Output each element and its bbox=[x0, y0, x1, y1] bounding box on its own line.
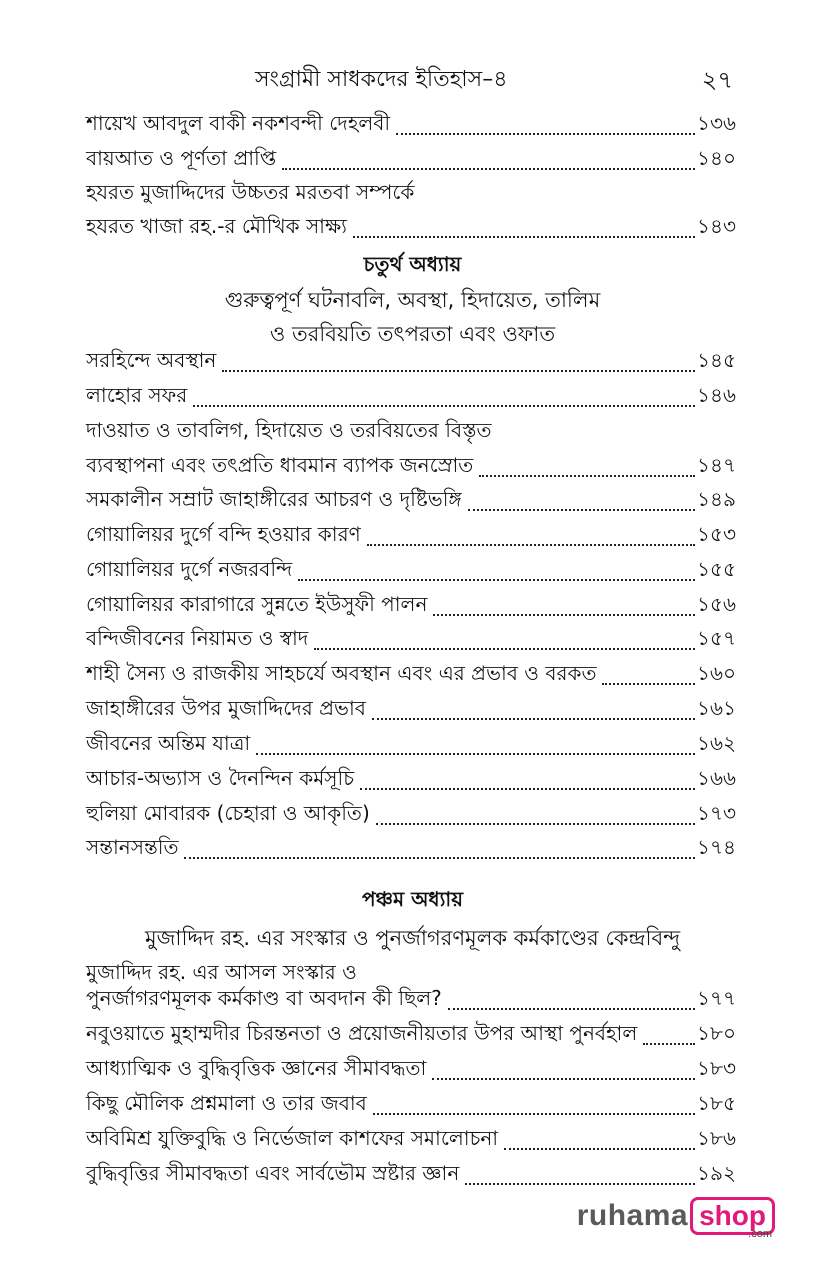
leader-dots bbox=[367, 544, 695, 546]
toc-entry bbox=[86, 484, 736, 518]
toc-entry bbox=[86, 983, 736, 1017]
toc-entry-title: গোয়ালিয়র দুর্গে বন্দি হওয়ার কারণ bbox=[86, 522, 361, 546]
toc-entry-title: সমকালীন সম্রাট জাহাঙ্গীরের আচরণ ও দৃষ্টিভঙ্গি bbox=[86, 487, 462, 511]
leader-dots bbox=[479, 475, 695, 477]
toc-entry-title: জাহাঙ্গীরের উপর মুজাদ্দিদের প্রভাব bbox=[86, 696, 366, 720]
watermark-part1: ruhama bbox=[576, 1199, 689, 1232]
toc-entry-title: পুনর্জাগরণমূলক কর্মকাণ্ড বা অবদান কী ছিল? bbox=[86, 986, 442, 1010]
toc-entry-title: নবুওয়াতে মুহাম্মদীর চিরন্তনতা ও প্রয়োজনীয়তার উপর আস্থা পুনর্বহাল bbox=[86, 1021, 638, 1045]
toc-entry-title: সরহিন্দে অবস্থান bbox=[86, 348, 217, 372]
toc-entry-page: ১৮৫ bbox=[697, 1091, 736, 1115]
toc-entry bbox=[86, 108, 736, 142]
toc-entry-page: ১৮৬ bbox=[697, 1126, 736, 1150]
toc-entry-title: আধ্যাত্মিক ও বুদ্ধিবৃত্তিক জ্ঞানের সীমাবদ্ধতা bbox=[86, 1056, 427, 1080]
page-number: ২৭ bbox=[701, 66, 733, 94]
toc-entry-title: বুদ্ধিবৃত্তির সীমাবদ্ধতা এবং সার্বভৌম স্রষ্টার জ্ঞান bbox=[86, 1161, 460, 1185]
leader-dots bbox=[396, 133, 695, 135]
chapter-subtitle: ও তরবিয়তি তৎপরতা এবং ওফাত bbox=[269, 322, 556, 346]
toc-entry-page: ১৬২ bbox=[697, 731, 736, 755]
toc-entry-page: ১৬১ bbox=[697, 696, 736, 720]
toc-entry-page: ১৪৩ bbox=[697, 214, 736, 238]
watermark-suffix: .com bbox=[748, 1228, 772, 1240]
toc-entry-title: বন্দিজীবনের নিয়ামত ও স্বাদ bbox=[86, 626, 309, 650]
toc-entry-title: ব্যবস্থাপনা এবং তৎপ্রতি ধাবমান ব্যাপক জনস্রোত bbox=[86, 453, 474, 477]
leader-dots bbox=[314, 648, 695, 650]
toc-entry bbox=[86, 554, 736, 588]
leader-dots bbox=[468, 509, 695, 511]
leader-dots bbox=[376, 823, 695, 825]
toc-entry-page: ১৭৩ bbox=[697, 801, 736, 825]
toc-entry bbox=[86, 345, 736, 379]
toc-entry bbox=[86, 380, 736, 414]
leader-dots bbox=[643, 1043, 695, 1045]
chapter-subtitle: মুজাদ্দিদ রহ. এর সংস্কার ও পুনর্জাগরণমূলক কর্মকাণ্ডের কেন্দ্রবিন্দু bbox=[144, 926, 681, 950]
toc-entry-title: গোয়ালিয়র কারাগারে সুন্নতে ইউসুফী পালন bbox=[86, 592, 428, 616]
toc-entry bbox=[86, 1018, 736, 1052]
toc-entry bbox=[86, 763, 736, 797]
toc-entry bbox=[86, 832, 736, 866]
toc-entry-line1: মুজাদ্দিদ রহ. এর আসল সংস্কার ও bbox=[86, 960, 357, 984]
toc-entry-title: সন্তানসন্ততি bbox=[86, 835, 179, 859]
leader-dots bbox=[433, 614, 695, 616]
leader-dots bbox=[504, 1148, 695, 1150]
toc-entry-title: হযরত খাজা রহ.-র মৌখিক সাক্ষ্য bbox=[86, 214, 347, 238]
toc-entry-page: ১৪৭ bbox=[697, 453, 736, 477]
toc-entry-title: হুলিয়া মোবারক (চেহারা ও আকৃতি) bbox=[86, 801, 370, 825]
toc-entry-title: গোয়ালিয়র দুর্গে নজরবন্দি bbox=[86, 557, 293, 581]
toc-entry-page: ১৮৩ bbox=[697, 1056, 736, 1080]
running-header bbox=[0, 62, 825, 102]
leader-dots bbox=[298, 579, 695, 581]
toc-entry-page: ১৫৩ bbox=[697, 522, 736, 546]
chapter-heading: চতুর্থ অধ্যায় bbox=[363, 252, 462, 276]
toc-entry bbox=[86, 1158, 736, 1192]
toc-entry-page: ১৪৬ bbox=[697, 383, 736, 407]
leader-dots bbox=[448, 1008, 695, 1010]
toc-entry bbox=[86, 798, 736, 832]
leader-dots bbox=[256, 753, 695, 755]
watermark-part2 bbox=[690, 1197, 775, 1240]
chapter-heading: পঞ্চম অধ্যায় bbox=[361, 887, 464, 911]
leader-dots bbox=[282, 168, 695, 170]
toc-entry bbox=[86, 450, 736, 484]
toc-entry-title: কিছু মৌলিক প্রশ্নমালা ও তার জবাব bbox=[86, 1091, 367, 1115]
watermark-part2-text: shop bbox=[699, 1200, 766, 1231]
toc-entry-page: ১৭৭ bbox=[697, 986, 736, 1010]
toc-entry bbox=[86, 589, 736, 623]
running-title: সংগ্রামী সাধকদের ইতিহাস–৪ bbox=[255, 67, 508, 92]
leader-dots bbox=[353, 236, 695, 238]
leader-dots bbox=[372, 718, 695, 720]
toc-entry-line1: হযরত মুজাদ্দিদের উচ্চতর মরতবা সম্পর্কে bbox=[86, 180, 415, 204]
toc-entry-page: ১৫৫ bbox=[697, 557, 736, 581]
toc-entry bbox=[86, 519, 736, 553]
leader-dots bbox=[360, 788, 695, 790]
toc-entry-title: জীবনের অন্তিম যাত্রা bbox=[86, 731, 251, 755]
toc-entry-page: ১৬০ bbox=[697, 661, 736, 685]
toc-entry-title: আচার-অভ্যাস ও দৈনন্দিন কর্মসূচি bbox=[86, 766, 355, 790]
toc-entry-title: বায়আত ও পূর্ণতা প্রাপ্তি bbox=[86, 146, 277, 170]
toc-entry bbox=[86, 1053, 736, 1087]
leader-dots bbox=[373, 1113, 695, 1115]
leader-dots bbox=[432, 1078, 695, 1080]
toc-entry bbox=[86, 623, 736, 657]
leader-dots bbox=[465, 1183, 695, 1185]
leader-dots bbox=[222, 370, 695, 372]
toc-entry bbox=[86, 728, 736, 762]
leader-dots bbox=[184, 857, 695, 859]
toc-entry bbox=[86, 658, 736, 692]
toc-entry-line1: দাওয়াত ও তাবলিগ, হিদায়েত ও তরবিয়তের বিস্তৃত bbox=[86, 418, 492, 442]
toc-entry bbox=[86, 1088, 736, 1122]
toc-entry-page: ১৬৬ bbox=[697, 766, 736, 790]
toc-entry-title: লাহোর সফর bbox=[86, 383, 188, 407]
toc-entry bbox=[86, 693, 736, 727]
toc-entry-page: ১৫৭ bbox=[697, 626, 736, 650]
toc-entry bbox=[86, 143, 736, 177]
toc-entry-page: ১৪০ bbox=[697, 146, 736, 170]
toc-entry bbox=[86, 211, 736, 245]
leader-dots bbox=[602, 683, 695, 685]
toc-entry-page: ১৩৬ bbox=[697, 111, 736, 135]
chapter-subtitle: গুরুত্বপূর্ণ ঘটনাবলি, অবস্থা, হিদায়েত, তালিম bbox=[224, 288, 601, 312]
toc-entry-page: ১৪৯ bbox=[697, 487, 736, 511]
toc-entry-page: ১৪৫ bbox=[697, 348, 736, 372]
toc-entry-page: ১৭৪ bbox=[697, 835, 736, 859]
toc-entry-title: শাহী সৈন্য ও রাজকীয় সাহচর্যে অবস্থান এবং এর প্রভাব ও বরকত bbox=[86, 661, 597, 685]
toc-entry-page: ১৮০ bbox=[697, 1021, 736, 1045]
toc-entry bbox=[86, 1123, 736, 1157]
toc-entry-page: ১৫৬ bbox=[697, 592, 736, 616]
toc-entry-page: ১৯২ bbox=[697, 1161, 736, 1185]
toc-entry-title: শায়েখ আবদুল বাকী নকশবন্দী দেহলবী bbox=[86, 111, 391, 135]
toc-entry-title: অবিমিশ্র যুক্তিবুদ্ধি ও নির্ভেজাল কাশফের সমালোচনা bbox=[86, 1126, 499, 1150]
leader-dots bbox=[193, 405, 695, 407]
watermark-logo bbox=[576, 1197, 775, 1240]
